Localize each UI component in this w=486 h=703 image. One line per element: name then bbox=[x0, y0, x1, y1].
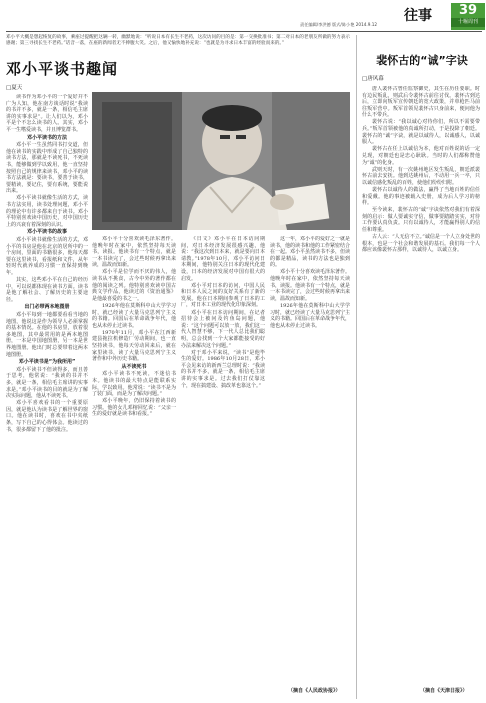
left-column bbox=[6, 94, 88, 699]
paragraph: 邓小平读书不死读，不迷信书本。他读书的最大特点是能联系实际，学以致用。他常说：“读书不是为了装门面，而是为了解决问题。” bbox=[92, 371, 176, 398]
paragraph: 邓小平晚年，仍旧保持着读书的习惯。他的女儿邓榕回忆说：“父亲一生的爱好就是读书和看报。” bbox=[92, 398, 176, 418]
subheading: 邓小平读书是“为我所用” bbox=[18, 359, 76, 366]
brand-label: 十堰周刊 bbox=[451, 18, 485, 27]
right-article-source: （摘自《天津日报》） bbox=[420, 688, 468, 694]
paragraph: 裴怀古在任上以诚信为本，他对百姓说的话一定兑现，对朝廷也是忠心耿耿。当时的人们都称赞他为“诚”的化身。 bbox=[362, 146, 480, 166]
paragraph: 1926年他在莫斯科中山大学学习时，就已经读了大量马克思列宁主义的书籍。回国后在革命战争年代，他也从未停止过读书。 bbox=[270, 302, 350, 329]
paragraph: 邓小平读书不但读得多，而且善于思考，他常说：“我读的书并不多，就是一条，相信毛主席讲的实事求是。”邓小平读书的目的就是为了解决实际问题，他从不读死书。 bbox=[6, 366, 88, 400]
paragraph: 邓小平一生虽然同书打交道，但他在读书的实践中形成了自己独特的读书方法，那就是不读死书，不死读书，能够做到学以致用，他一直坚持按照自己的规律来读书，邓小平的读书方法就是：要读书，要善于读书，要精读，要记住，要有系统，要能说出来。 bbox=[6, 142, 88, 195]
paragraph: 邓小平喜欢看书的一个重要原因，就是他认为读书是了解世界的窗口。他在读书时，喜欢在书中夹纸条，写下自己的心得体会。他读过的书，很多都留下了他的批注。 bbox=[6, 400, 88, 433]
paragraph: 武则天时，有一次姚州地区发生叛乱，朝廷派裴怀古前去安抚。他到达姚州后，不动用一兵一卒，只以诚信感化叛乱的百姓，使他们纷纷归附。 bbox=[362, 166, 480, 186]
paragraph: 裴怀古说：“我以诚心对待你们，所以不需要带兵。”叛军首领被他的真诚所打动，于是投降了朝廷。裴怀古的“诚”字诀，就是以诚待人，以诚感人，以诚服人。 bbox=[362, 119, 480, 146]
paragraph: 邓小平是位学而不厌的伟人，他读书从不挑食，古今中外的著作都在他的阅读之列。他特别喜欢读中国古典文学作品，他读过的《资治通鉴》是他最喜爱的书之一。 bbox=[92, 269, 176, 302]
page-badge bbox=[451, 3, 485, 30]
article-author: □夏天 bbox=[6, 85, 23, 91]
paragraph: 《日文》邓小平在日本访问期间，对日本经济发展很感兴趣，他说：“我这次到日本来，就是要向日本请教。”1978年10月，邓小平访问日本期间，他特别关注日本的现代化建设，日本的经济发展对中国有很大的启发。 bbox=[181, 236, 265, 282]
paragraph: 至今读来，裴怀古的“诚”字诀依然对我们有着深刻的启示：做人要诚实守信，做事要踏踏实实，对待工作要认真负责。只有以诚待人，才能赢得别人的信任和尊重。 bbox=[362, 207, 480, 233]
portrait-photo bbox=[92, 92, 350, 230]
center-column bbox=[181, 236, 265, 681]
subheading: 邓小平读书的故事 bbox=[26, 229, 67, 236]
paragraph: 读书作为邓小平的一个爱好并不广为人知，他在南方谈话时说“我读的书并不多，就是一条，相信毛主席讲的实事求是”。让人们以为，邓小平是个不怎么读书的人。其实，邓小平一生嗜爱读书，并且博览群书。 bbox=[6, 94, 88, 133]
header-meta: 责任编辑/李洪德 版式/陈小艳 2014.9.12 bbox=[300, 22, 378, 27]
paragraph: 唐人裴怀古曾任监察御史，其生在历任要职。时有边民叛乱，则武后令裴怀古前往讨伐。裴怀古到达后，立即向叛军宣传朝廷的宽大政策，并单枪匹马前往叛军营中。叛军首领见裴怀古只身前来，便问他为什么不带兵。 bbox=[362, 86, 480, 119]
right-article-author: □唐风幕 bbox=[362, 76, 384, 82]
right-column bbox=[362, 86, 480, 682]
paragraph: 对于邓小平来说，“读书”是他毕生的爱好。1986年10月28日，邓小平会见来访的新西兰总理时说：“我读的书并不多，就是一条，相信毛主席讲的实事求是。过去我们打仗靠这个，现在搞建设、搞改革也靠这个。” bbox=[181, 349, 265, 389]
subheading: 出门必带两本地图册 bbox=[24, 304, 70, 311]
paragraph: 1926年他在莫斯科中山大学学习时，就已经读了大量马克思列宁主义的书籍。回国后在革命战争年代，他也从未停止过读书。 bbox=[92, 302, 176, 329]
paragraph: 邓小平十分喜欢读毛泽东著作。他晚年时在家中，依然坚持每天读书，读报。他读书有一个特点，就是一本书读完了，会过些时候再拿出来读，温故而知新。 bbox=[270, 269, 350, 302]
article-source: （摘自《人民政协报》） bbox=[288, 688, 341, 694]
paragraph: 1970年11月，邓小平在江西新建县拖拉机修造厂劳动期间，也一直坚持读书，他每天劳动回来后，就在家里读书，读了大量马克思列宁主义著作和中外历史书籍。 bbox=[92, 329, 176, 363]
paragraph: 古人云：“人无信不立。”诚信是一个人立身处世的根本，也是一个社会和谐发展的基石。我们每一个人都应该像裴怀古那样，以诚待人，以诚立身。 bbox=[362, 234, 480, 254]
right-article-title: 裴怀古的“诚”字诀 bbox=[376, 54, 468, 67]
paragraph: 邓小平对日本的访问，中国人民和日本人民之间的友好关系有了新的发展。他在日本期间参观了日本的工厂，对日本工业的现代化印象深刻。 bbox=[181, 282, 265, 309]
paragraph: 邓小平每到一地都要看看当地的地图，他说这是作为领导人必须掌握的基本情况。在他的书房里，放着很多地图，其中最常用的是两本地图册，一本是中国地图册，另一本是世界地图册。他出门时总要带着这两本地图册。 bbox=[6, 312, 88, 358]
paragraph: 裴怀古以诚待人的做法，赢得了当地百姓的信任和爱戴。他的事迹被载入史册，成为后人学习的榜样。 bbox=[362, 186, 480, 207]
third-column bbox=[270, 236, 350, 681]
paragraph: 邓小平读书就像生活的方式，邓小平的书房是他在北京的居所中的一个房间，里面的书籍很多，他每天都要在这里读书，看报纸和文件，从年轻时代就养成的习惯一直保持到晚年。 bbox=[6, 236, 88, 276]
section-title: 往事 bbox=[404, 8, 432, 24]
paragraph: 邓小平读书就像生活的方式，读书方法实用，读书处理问题，邓小平的理论中有许多都来自于读书。邓小平特别喜欢读中国历史，对中国历史上的兴衰有着深刻的认识。 bbox=[6, 195, 88, 228]
subheading: 邓小平读书的方法 bbox=[26, 134, 67, 141]
middle-column bbox=[92, 236, 176, 699]
paragraph: 这一年，邓小平的爱好之一就是读书，他的读书和他的工作紧密结合在一起。邓小平虽然读书不多，但读的都是精品，读书的方法也是独到的。 bbox=[270, 236, 350, 269]
article-title: 邓小平谈书趣闻 bbox=[6, 60, 119, 78]
paragraph: 邓小平十分喜欢读毛泽东著作。他晚年时在家中，依然坚持每天读书，读报。他读书有一个特点，就是一本书读完了，会过些时候再拿出来读，温故而知新。 bbox=[92, 236, 176, 269]
portrait-illustration bbox=[92, 92, 350, 230]
paragraph: 邓小平在日本访问期间，在记者招待会上被问及钓鱼岛问题，他说：“这个问题可以放一放，我们这一代人智慧不够，下一代人总比我们聪明，总会找到一个大家都能接受的好办法来解决这个问题。” bbox=[181, 309, 265, 349]
header-rule bbox=[6, 31, 482, 32]
subheading: 从不读死书 bbox=[121, 363, 147, 370]
page-number: 39 bbox=[458, 3, 478, 18]
column-divider bbox=[356, 35, 357, 699]
lead-paragraph: 邓小平大概是想起恢复的故事，乘座过提醒把这辆一转，幽默地说：“听说日本有长生不老药，这次访问的目的是：第一交换批准书；第二对日本的老朋友所做的努力表示感谢；第三寻找长生不老药。”话音一落，在座的新闻者无不捧腹大笑。之后，他又愉快地补充说：“也就是为寻求日本丰富的经验而来的。” bbox=[6, 35, 350, 47]
paragraph: 其实，这些邓小平在自己的经历中，可以说都体现在读书方面。读书是他了解社会、了解历史的主要途径。 bbox=[6, 277, 88, 303]
